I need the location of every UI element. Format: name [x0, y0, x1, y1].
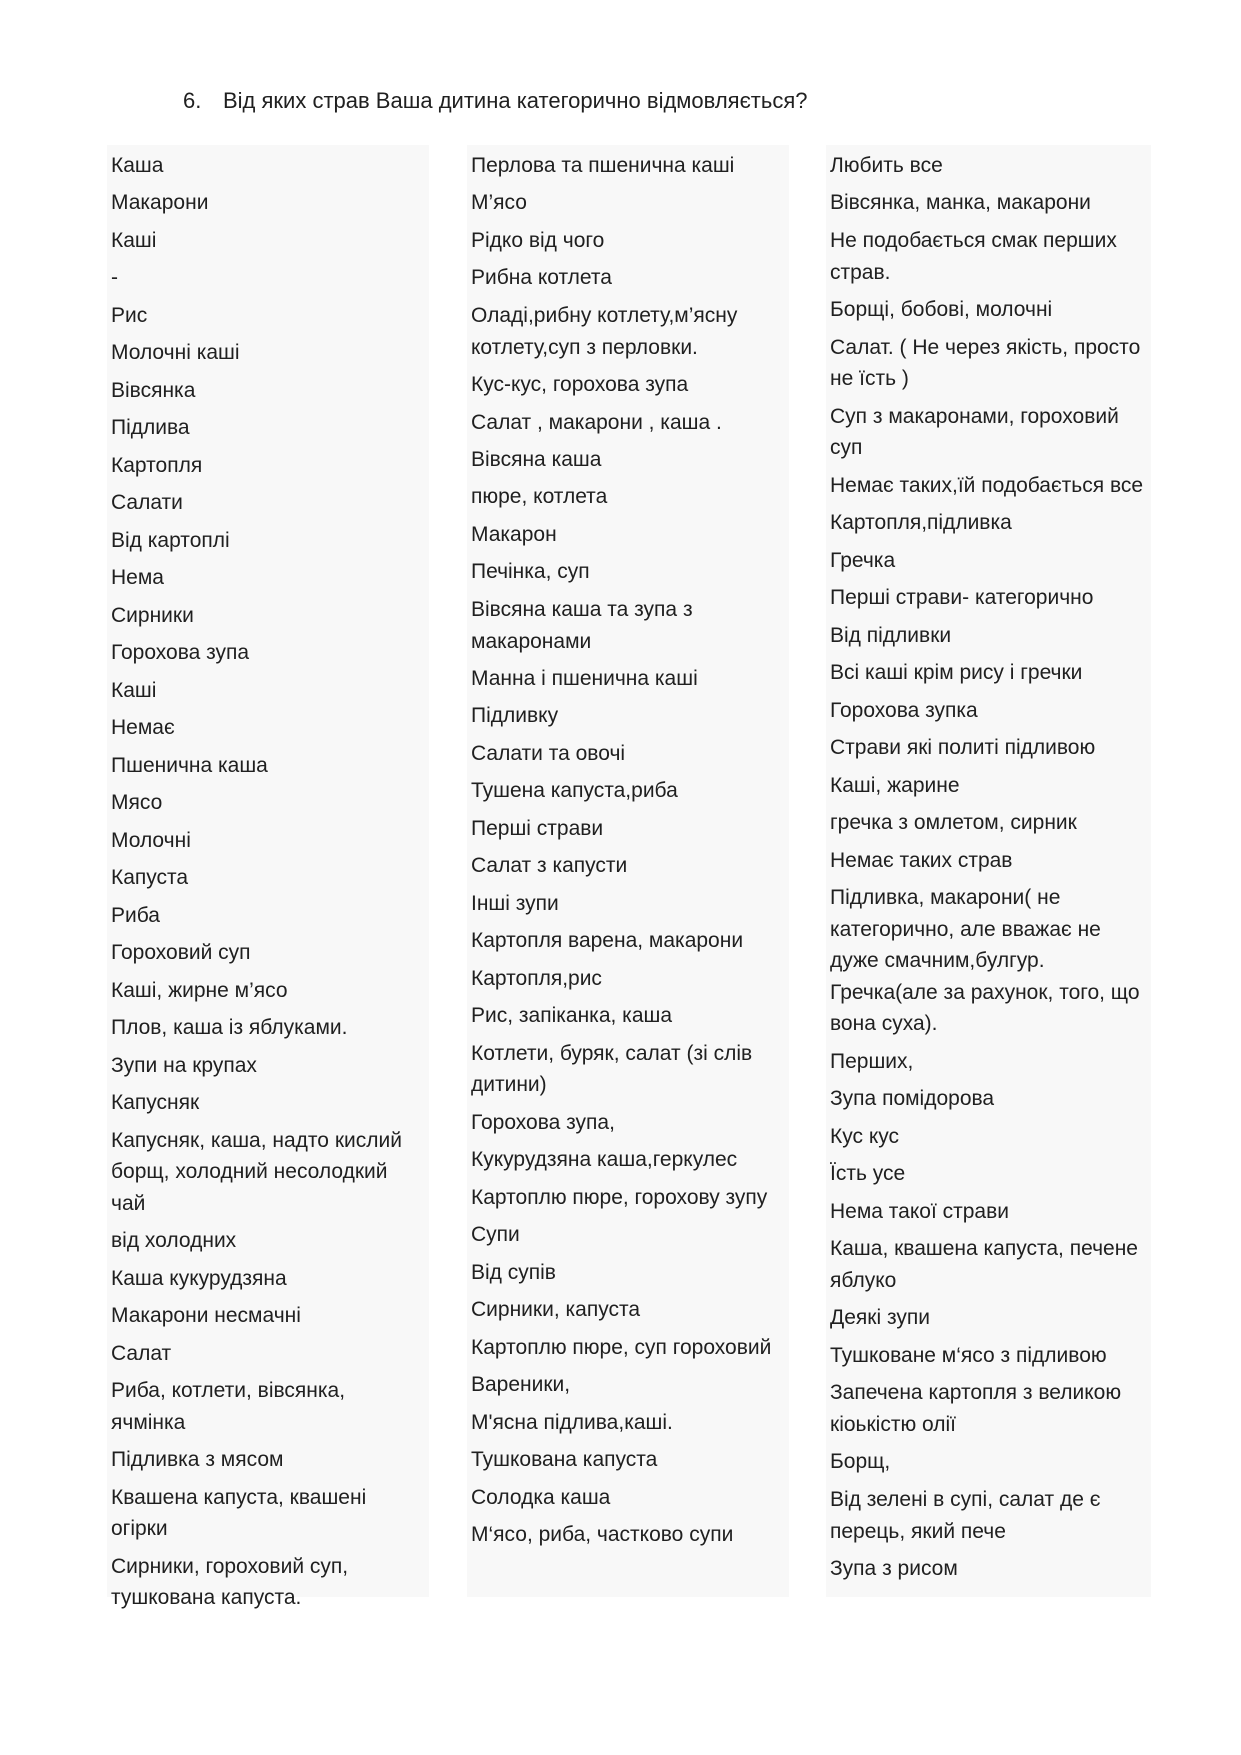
answer-cell: Кус кус — [830, 1124, 900, 1148]
answer-cell: Підливка, макарони( не категорично, але вважає не дуже смачним,булгур. Гречка(але за рахунок, того, що вона суха). — [830, 886, 1140, 1036]
answer-cell: Каша кукурудзяна — [111, 1266, 287, 1290]
answer-cell: Любить все — [830, 154, 943, 177]
answer-cell: Каша — [111, 154, 164, 177]
answer-cell: Тушена капуста,риба — [471, 779, 678, 803]
answer-cell: Вівсяна каша — [471, 447, 602, 471]
answer-cell: Зупи на крупах — [111, 1053, 257, 1077]
answer-cell: Підлива — [111, 416, 190, 440]
answer-cell: Від картоплі — [111, 528, 230, 552]
answer-cell: Гречка — [830, 548, 896, 572]
answer-cell: Салати — [111, 491, 183, 515]
answer-cell: Картопля — [111, 453, 203, 477]
answer-cell: Підливка з мясом — [111, 1448, 284, 1472]
answer-cell: Від зелені в супі, салат де є перець, який пече — [830, 1487, 1101, 1543]
answer-cell: Немає таких,їй подобається все — [830, 473, 1144, 497]
answer-cell: Макарони несмачні — [111, 1304, 301, 1328]
answer-cell: Вівсянка, манка, макарони — [830, 191, 1091, 215]
answer-cell: Рис — [111, 303, 148, 327]
answer-cell: Макарони — [111, 191, 209, 215]
answer-cell: Сирники, гороховий суп, тушкована капуста. — [111, 1554, 349, 1610]
answer-cell: Немає таких страв — [830, 848, 1013, 872]
answer-cell: Печінка, суп — [471, 560, 590, 584]
answer-cell: Каші, жарине — [830, 773, 960, 797]
answer-cell: Салати та овочі — [471, 741, 626, 765]
answer-cell: Немає — [111, 716, 175, 740]
answer-cell: Манна і пшенична каші — [471, 667, 698, 690]
answer-cell: Сирники, капуста — [471, 1298, 641, 1322]
answer-cell: Капуста — [111, 866, 189, 890]
answer-cell: Риба, котлети, вівсянка, ячмінка — [111, 1379, 346, 1434]
answer-cell: Каші, жирне м’ясо — [111, 978, 288, 1002]
answer-cell: Вівсянка — [111, 378, 196, 402]
answer-cell: Салат. ( Не через якість, просто не їсть ) — [830, 335, 1141, 391]
answers-column-3 — [826, 145, 1151, 1597]
answer-cell: Мясо — [111, 791, 163, 815]
answer-cell: Котлети, буряк, салат (зі слів дитини) — [471, 1041, 753, 1097]
answer-cell: Картопля варена, макарони — [471, 929, 744, 953]
answer-cell: Кус-кус, горохова зупа — [471, 373, 689, 397]
answer-cell: Горохова зупа, — [471, 1110, 615, 1134]
answer-cell: Зупа з рисом — [830, 1556, 958, 1580]
answer-cell: Молочні — [111, 828, 191, 852]
answer-cell: Борщ, — [830, 1450, 891, 1474]
answer-cell: Від супів — [471, 1260, 556, 1284]
answer-cell: Риба — [111, 903, 160, 927]
answer-cell: Оладі,рибну котлету,м’ясну котлету,суп з перловки. — [471, 303, 738, 359]
answer-cell: М'ясна підлива,каші. — [471, 1410, 673, 1434]
answer-cell: Салат — [111, 1341, 172, 1365]
answer-cell: Рис, запіканка, каша — [471, 1004, 673, 1028]
answer-cell: Капусняк, каша, надто кислий борщ, холодний несолодкий чай — [111, 1128, 402, 1215]
answer-cell: Рибна котлета — [471, 266, 612, 290]
answer-cell: Суп з макаронами, гороховий суп — [830, 404, 1119, 460]
answer-cell: Картоплю пюре, суп гороховий — [471, 1335, 772, 1359]
answer-cell: Нема — [111, 566, 164, 590]
answer-cell: Тушковане м‘ясо з підливою — [830, 1343, 1107, 1367]
question-heading — [183, 86, 808, 116]
answer-cell: - — [111, 266, 118, 290]
answer-cell: пюре, котлета — [471, 485, 608, 509]
answer-cell: Горохова зупка — [830, 698, 978, 722]
answer-cell: Горохова зупа — [111, 641, 250, 665]
answer-cell: Деякі зупи — [830, 1306, 930, 1330]
answer-cell: Тушкована капуста — [471, 1448, 658, 1472]
answer-cell: Підливку — [471, 704, 559, 728]
answer-cell: гречка з омлетом, сирник — [830, 811, 1077, 835]
answer-cell: Інші зупи — [471, 891, 559, 915]
answer-cell: Їсть усе — [830, 1162, 906, 1186]
answer-cell: Каші — [111, 678, 157, 702]
answer-cell: Солодка каша — [471, 1485, 611, 1509]
answer-cell: Не подобається смак перших страв. — [830, 228, 1117, 284]
answer-cell: Макарон — [471, 522, 557, 546]
answer-cell: Рідко від чого — [471, 228, 605, 252]
answer-cell: Плов, каша із яблуками. — [111, 1016, 348, 1040]
answer-cell: Вівсяна каша та зупа з макаронами — [471, 597, 693, 653]
answer-cell: Від підливки — [830, 623, 952, 647]
answer-cell: Перші страви — [471, 816, 604, 840]
question-text: Від яких страв Ваша дитина категорично відмовляється? — [223, 88, 808, 113]
answer-cell: Картопля,підливка — [830, 511, 1012, 535]
answer-cell: Кукурудзяна каша,геркулес — [471, 1148, 738, 1172]
answer-cell: Салат з капусти — [471, 854, 628, 878]
answer-cell: Сирники — [111, 603, 194, 627]
answer-cell: Гороховий суп — [111, 941, 251, 965]
answer-cell: Капусняк — [111, 1091, 200, 1115]
answer-cell: М’ясо — [471, 191, 527, 215]
answer-cell: Вареники, — [471, 1373, 571, 1397]
answer-cell: Пшенична каша — [111, 753, 268, 777]
answer-cell: М‘ясо, риба, частково супи — [471, 1523, 734, 1547]
answer-cell: Перлова та пшенична каші — [471, 154, 735, 177]
answer-cell: Молочні каші — [111, 341, 240, 365]
answer-cell: Картоплю пюре, горохову зупу — [471, 1185, 768, 1209]
answer-cell: Перших, — [830, 1049, 914, 1073]
question-number: 6. — [183, 88, 202, 113]
answer-cell: Каша, квашена капуста, печене яблуко — [830, 1237, 1138, 1292]
answer-cell: Зупа помідорова — [830, 1087, 995, 1111]
answer-cell: Супи — [471, 1223, 520, 1247]
answer-cell: від холодних — [111, 1229, 237, 1253]
answer-cell: Каші — [111, 228, 157, 252]
answer-cell: Квашена капуста, квашені огірки — [111, 1485, 367, 1541]
answer-cell: Страви які политі підливою — [830, 736, 1096, 760]
answer-cell: Салат , макарони , каша . — [471, 410, 722, 434]
answer-cell: Картопля,рис — [471, 966, 602, 990]
answer-cell: Всі каші крім рису і гречки — [830, 661, 1083, 685]
answers-column-1 — [107, 145, 429, 1610]
answer-cell: Нема такої страви — [830, 1199, 1009, 1223]
answers-column-2 — [467, 145, 789, 1597]
answer-cell: Борщі, бобові, молочні — [830, 298, 1053, 322]
answer-cell: Перші страви- категорично — [830, 586, 1094, 610]
answer-cell: Запечена картопля з великою кіоькістю олії — [830, 1381, 1122, 1436]
